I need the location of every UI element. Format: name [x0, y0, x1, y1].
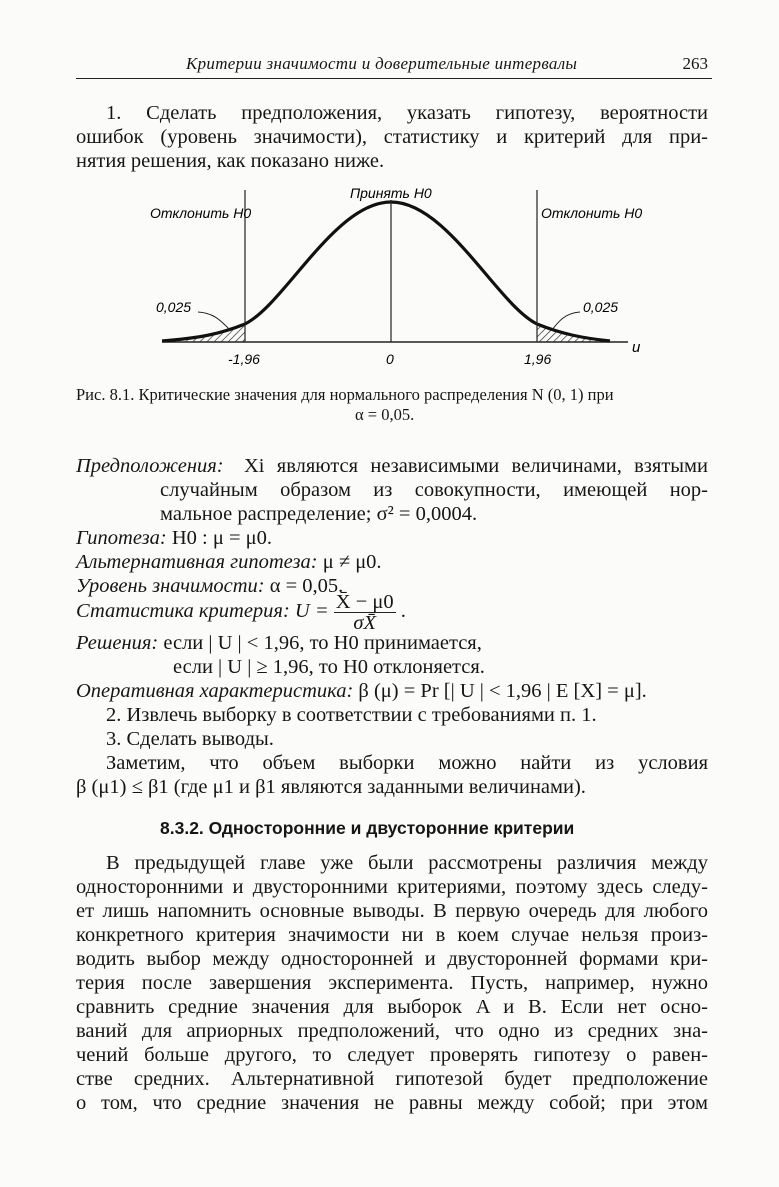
statistic-end: .: [400, 600, 406, 623]
assumptions-line-2: случайным образом из совокупности, имеющей нор-: [160, 479, 708, 501]
statistic-label: Статистика критерия:: [76, 600, 290, 623]
statistic-denominator: σX̄: [353, 612, 377, 634]
page-header: [76, 50, 712, 79]
alt-hypothesis: [76, 550, 382, 575]
assumptions-line-1: Xi являются независимыми величинами, взятыми: [244, 455, 708, 477]
body-line-8: ваний для априорных предположений, что одно из средних зна-: [76, 1020, 708, 1042]
running-title: Критерии значимости и доверительные интервалы: [186, 54, 578, 73]
step1-line-2: ошибок (уровень значимости), статистику и критерий для при-: [76, 126, 708, 148]
figure-caption-line-2: α = 0,05.: [355, 405, 415, 424]
page-number: 263: [682, 54, 708, 73]
assumptions-line-3: мальное распределение; σ² = 0,0004.: [160, 503, 478, 525]
body-line-5: водить выбор между односторонней и двусторонней формами кри-: [76, 948, 708, 970]
assumptions-label: Предположения:: [76, 455, 224, 477]
note-line-2: β (μ1) ≤ β1 (где μ1 и β1 являются заданными величинами).: [76, 776, 586, 798]
decision-line-1: если | U | < 1,96, то H0 принимается,: [163, 632, 482, 654]
axis-variable: u: [632, 339, 641, 356]
statistic-fraction: [334, 592, 396, 633]
section-heading: 8.3.2. Односторонние и двусторонние критерии: [160, 818, 575, 838]
decisions-label: Решения:: [76, 632, 159, 654]
note-line-1: Заметим, что объем выборки можно найти из условия: [106, 752, 708, 774]
step1-line-3: нятия решения, как показано ниже.: [76, 150, 385, 172]
tick-center: 0: [386, 351, 394, 367]
significance-text: α = 0,05.: [269, 575, 344, 597]
body-line-10: стве средних. Альтернативной гипотезой будет предположение: [76, 1068, 708, 1090]
significance-label: Уровень значимости:: [76, 575, 265, 597]
statistic-lhs: U =: [294, 600, 329, 623]
hypothesis: [76, 526, 272, 551]
right-tail-leader: [552, 312, 580, 330]
step1-line-1: 1. Сделать предположения, указать гипотезу, вероятности: [106, 102, 708, 124]
bell-curve: [162, 202, 610, 341]
tick-left: -1,96: [228, 351, 260, 367]
left-tail-label: 0,025: [156, 299, 192, 315]
left-tail-leader: [198, 312, 230, 330]
alt-hypothesis-text: μ ≠ μ0.: [322, 551, 382, 573]
normal-distribution-figure: [140, 182, 660, 372]
body-line-9: чений больше другого, то следует проверять гипотезу о равен-: [76, 1044, 708, 1066]
step3: 3. Сделать выводы.: [106, 728, 274, 750]
figure-caption-line-1: Рис. 8.1. Критические значения для нормального распределения N (0, 1) при: [76, 385, 614, 404]
body-line-4: конкретного критерия значимости ни в коем случае нельзя произ-: [76, 924, 708, 946]
oc-label: Оперативная характеристика:: [76, 680, 354, 702]
body-line-2: односторонними и двусторонними критериями, поэтому здесь следу-: [76, 876, 708, 898]
body-line-6: терия после завершения эксперимента. Пусть, например, нужно: [76, 972, 708, 994]
hypothesis-text: H0 : μ = μ0.: [171, 527, 273, 549]
reject-left-label: Отклонить H0: [150, 205, 252, 221]
reject-right-label: Отклонить H0: [541, 205, 643, 221]
right-tail-label: 0,025: [583, 299, 619, 315]
alt-hypothesis-label: Альтернативная гипотеза:: [76, 551, 318, 573]
decisions: [76, 631, 482, 656]
body-line-1: В предыдущей главе уже были рассмотрены различия между: [106, 852, 708, 874]
tick-right: 1,96: [524, 351, 552, 367]
body-line-7: сравнить средние значения для выборок A и B. Если нет осно-: [76, 996, 708, 1018]
oc-text: β (μ) = Pr [| U | < 1,96 | E [X] = μ].: [358, 680, 647, 702]
accept-label: Принять H0: [350, 185, 432, 201]
test-statistic: [76, 592, 406, 633]
hypothesis-label: Гипотеза:: [76, 527, 167, 549]
statistic-numerator: X̄ − μ0: [335, 591, 394, 613]
body-line-3: ет лишь напомнить основные выводы. В первую очередь для любого: [76, 900, 708, 922]
operating-characteristic: [76, 679, 647, 704]
body-line-11: о том, что средние значения не равны между собой; при этом: [76, 1092, 708, 1114]
step2: 2. Извлечь выборку в соответствии с требованиями п. 1.: [106, 704, 597, 726]
decision-line-2: если | U | ≥ 1,96, то H0 отклоняется.: [173, 656, 485, 678]
